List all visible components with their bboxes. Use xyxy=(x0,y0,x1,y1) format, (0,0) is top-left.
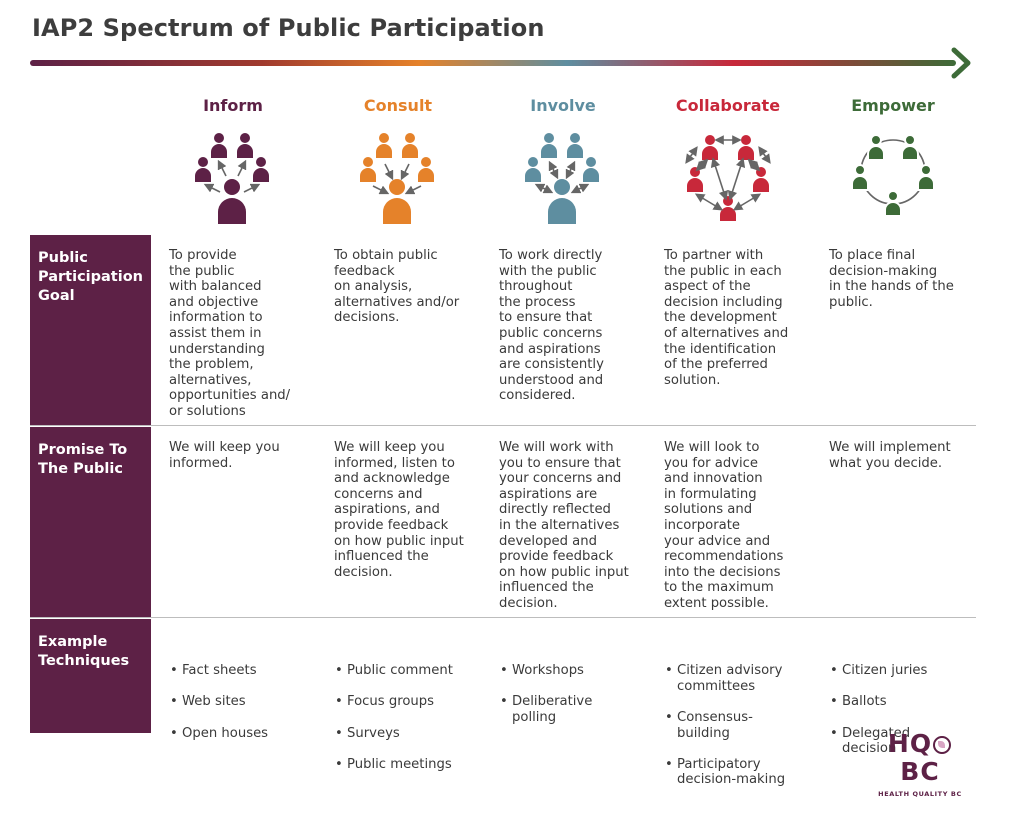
column-header-involve: Involve xyxy=(530,96,596,115)
technique-item: • Open houses xyxy=(169,726,319,742)
goal-cell-involve: To work directly with the public throughout the process to ensure that public concerns and aspirations are consistently understood and considered. xyxy=(499,248,604,404)
logo-text-right: BC xyxy=(900,757,940,786)
technique-item: • Citizen juries xyxy=(829,663,979,679)
promise-cell-consult: We will keep you informed, listen to and acknowledge concerns and aspirations, and provide feedback on how public input influenced the decision. xyxy=(334,440,464,580)
people-collaborate-icon xyxy=(683,128,773,228)
technique-item: • Workshops xyxy=(499,663,649,679)
promise-cell-empower: We will implement what you decide. xyxy=(829,440,951,471)
technique-item: • Fact sheets xyxy=(169,663,319,679)
promise-cell-involve: We will work with you to ensure that your concerns and aspirations are directly reflected in the alternatives developed and provide feedback on how public input influenced the decision. xyxy=(499,440,629,611)
page-title: IAP2 Spectrum of Public Participation xyxy=(32,14,545,42)
row-header-promise: Promise To The Public xyxy=(30,427,151,617)
logo-subtitle: HEALTH QUALITY BC xyxy=(878,790,962,798)
people-involve-icon xyxy=(518,128,608,228)
people-inform-icon xyxy=(188,128,278,228)
goal-cell-inform: To provide the public with balanced and objective information to assist them in understanding the problem, alternatives, opportunities and/ or solutions xyxy=(169,248,291,419)
column-header-collaborate: Collaborate xyxy=(675,96,781,115)
spectrum-arrow xyxy=(30,46,980,80)
technique-item: • Surveys xyxy=(334,726,484,742)
logo-text-left: HQ xyxy=(887,729,933,758)
promise-cell-inform: We will keep you informed. xyxy=(169,440,280,471)
technique-item: • Citizen advisory committees xyxy=(664,663,814,694)
column-header-inform: Inform xyxy=(203,96,263,115)
techniques-cell-inform xyxy=(169,632,319,772)
technique-item: • Public meetings xyxy=(334,757,484,773)
people-empower-icon xyxy=(848,128,938,228)
technique-item: • Consensus- building xyxy=(664,710,814,741)
row-header-goal: Public Participation Goal xyxy=(30,235,151,425)
technique-item: • Focus groups xyxy=(334,694,484,710)
technique-item: • Public comment xyxy=(334,663,484,679)
promise-cell-collaborate: We will look to you for advice and innovation in formulating solutions and incorporate your advice and recommendations into the decisions to the maximum extent possible. xyxy=(664,440,784,611)
technique-item: • Deliberative polling xyxy=(499,694,649,725)
leaf-icon xyxy=(933,736,951,754)
techniques-cell-involve xyxy=(499,632,649,757)
row-divider xyxy=(30,617,976,618)
technique-item: • Ballots xyxy=(829,694,979,710)
column-header-consult: Consult xyxy=(363,96,433,115)
technique-item: • Web sites xyxy=(169,694,319,710)
goal-cell-consult: To obtain public feedback on analysis, alternatives and/or decisions. xyxy=(334,248,460,326)
row-divider xyxy=(30,425,976,426)
goal-cell-collaborate: To partner with the public in each aspect of the decision including the development of alternatives and the identification of the preferred solution. xyxy=(664,248,789,388)
column-header-empower: Empower xyxy=(851,96,935,115)
spectrum-arrow-shaft xyxy=(30,60,956,66)
techniques-cell-consult xyxy=(334,632,484,804)
hqbc-logo xyxy=(870,730,970,798)
goal-cell-empower: To place final decision-making in the hands of the public. xyxy=(829,248,954,310)
row-header-techniques: Example Techniques xyxy=(30,619,151,733)
spectrum-arrow-head xyxy=(954,50,968,76)
technique-item: • Participatory decision-making xyxy=(664,757,814,788)
people-consult-icon xyxy=(353,128,443,228)
technique-item: • Delegated decision xyxy=(829,726,979,757)
